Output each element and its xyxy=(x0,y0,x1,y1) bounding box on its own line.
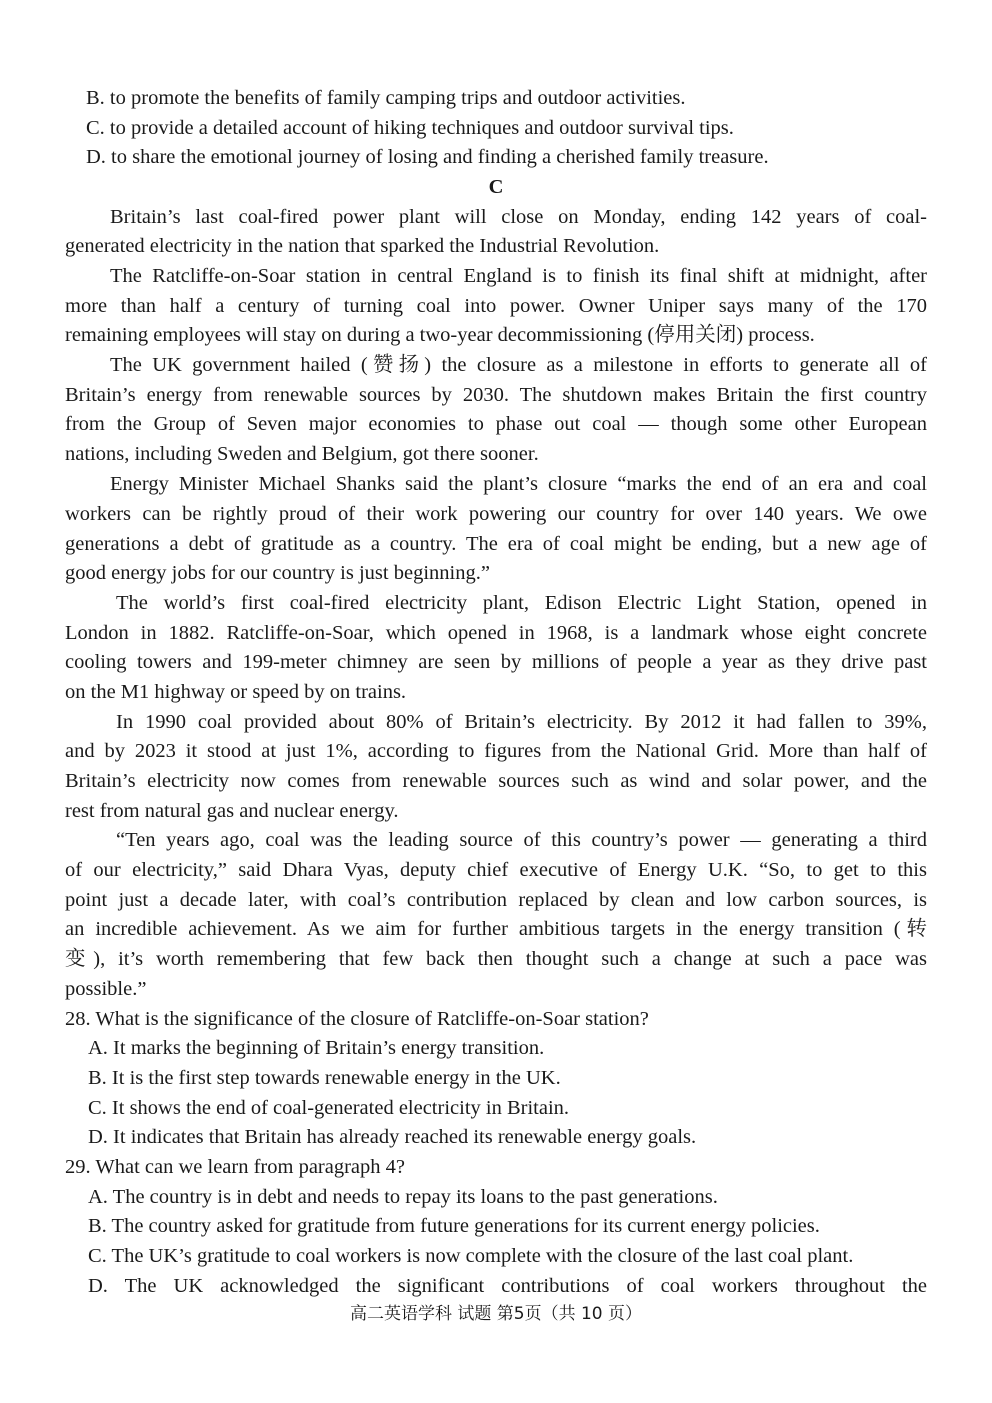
passage-line: good energy jobs for our country is just beginning.” xyxy=(65,562,490,584)
page-footer: 高二英语学科 试题 第5页（共 10 页） xyxy=(349,1304,643,1324)
question-29-option-c: C. The UK’s gratitude to coal workers is now complete with the closure of the last coal plant. xyxy=(88,1245,854,1267)
question-28-option-a: A. It marks the beginning of Britain’s energy transition. xyxy=(88,1037,545,1059)
prev-option-c: C. to provide a detailed account of hiking techniques and outdoor survival tips. xyxy=(86,117,734,139)
passage-line: 变), it’s worth remembering that few back then thought such a change at such a pace was xyxy=(65,948,927,970)
passage-line: more than half a century of turning coal into power. Owner Uniper says many of the 170 xyxy=(65,295,927,317)
passage-line: and by 2023 it stood at just 1%, according to figures from the National Grid. More than half of xyxy=(65,740,927,762)
passage-line: In 1990 coal provided about 80% of Britain’s electricity. By 2012 it had fallen to 39%, xyxy=(116,711,927,733)
passage-line: on the M1 highway or speed by on trains. xyxy=(65,681,407,703)
question-29-option-b: B. The country asked for gratitude from future generations for its current energy policies. xyxy=(88,1215,820,1237)
prev-option-b: B. to promote the benefits of family camping trips and outdoor activities. xyxy=(86,87,686,109)
passage-line: nations, including Sweden and Belgium, got there sooner. xyxy=(65,443,539,465)
passage-line: from the Group of Seven major economies to phase out coal — though some other European xyxy=(65,413,927,435)
passage-line: London in 1882. Ratcliffe-on-Soar, which opened in 1968, is a landmark whose eight concrete xyxy=(65,622,927,644)
passage-line: The world’s first coal-fired electricity plant, Edison Electric Light Station, opened in xyxy=(116,592,927,614)
question-29-stem: 29. What can we learn from paragraph 4? xyxy=(65,1156,405,1178)
passage-line: Britain’s energy from renewable sources by 2030. The shutdown makes Britain the first country xyxy=(65,384,927,406)
passage-line: of our electricity,” said Dhara Vyas, deputy chief executive of Energy U.K. “So, to get to this xyxy=(65,859,927,881)
passage-line: generations a debt of gratitude as a country. The era of coal might be ending, but a new age of xyxy=(65,533,927,555)
passage-line: Britain’s electricity now comes from renewable sources such as wind and solar power, and the xyxy=(65,770,927,792)
question-29-option-a: A. The country is in debt and needs to repay its loans to the past generations. xyxy=(88,1186,718,1208)
question-28-option-c: C. It shows the end of coal-generated electricity in Britain. xyxy=(88,1097,570,1119)
question-29-option-d: D. The UK acknowledged the significant contributions of coal workers throughout the xyxy=(88,1275,927,1297)
passage-line: workers can be rightly proud of their work powering our country for over 140 years. We owe xyxy=(65,503,927,525)
passage-line: Energy Minister Michael Shanks said the plant’s closure “marks the end of an era and coal xyxy=(110,473,927,495)
section-heading: C xyxy=(488,176,504,198)
passage-line: generated electricity in the nation that sparked the Industrial Revolution. xyxy=(65,235,660,257)
passage-line: cooling towers and 199-meter chimney are seen by millions of people a year as they drive past xyxy=(65,651,927,673)
passage-line: possible.” xyxy=(65,978,147,1000)
passage-line: “Ten years ago, coal was the leading source of this country’s power — generating a third xyxy=(116,829,927,851)
passage-line: rest from natural gas and nuclear energy. xyxy=(65,800,399,822)
passage-line: remaining employees will stay on during a two-year decommissioning (停用关闭) process. xyxy=(65,324,815,346)
passage-line: The Ratcliffe-on-Soar station in central England is to finish its final shift at midnight, after xyxy=(110,265,927,287)
question-28-option-d: D. It indicates that Britain has already reached its renewable energy goals. xyxy=(88,1126,697,1148)
passage-line: Britain’s last coal-fired power plant will close on Monday, ending 142 years of coal- xyxy=(110,206,927,228)
question-28-option-b: B. It is the first step towards renewable energy in the UK. xyxy=(88,1067,561,1089)
passage-line: The UK government hailed (赞扬) the closure as a milestone in efforts to generate all of xyxy=(110,354,927,376)
passage-line: an incredible achievement. As we aim for further ambitious targets in the energy transition (转 xyxy=(65,918,927,940)
prev-option-d: D. to share the emotional journey of losing and finding a cherished family treasure. xyxy=(86,146,769,168)
question-28-stem: 28. What is the significance of the closure of Ratcliffe-on-Soar station? xyxy=(65,1008,649,1030)
passage-line: point just a decade later, with coal’s contribution replaced by clean and low carbon sources, is xyxy=(65,889,927,911)
